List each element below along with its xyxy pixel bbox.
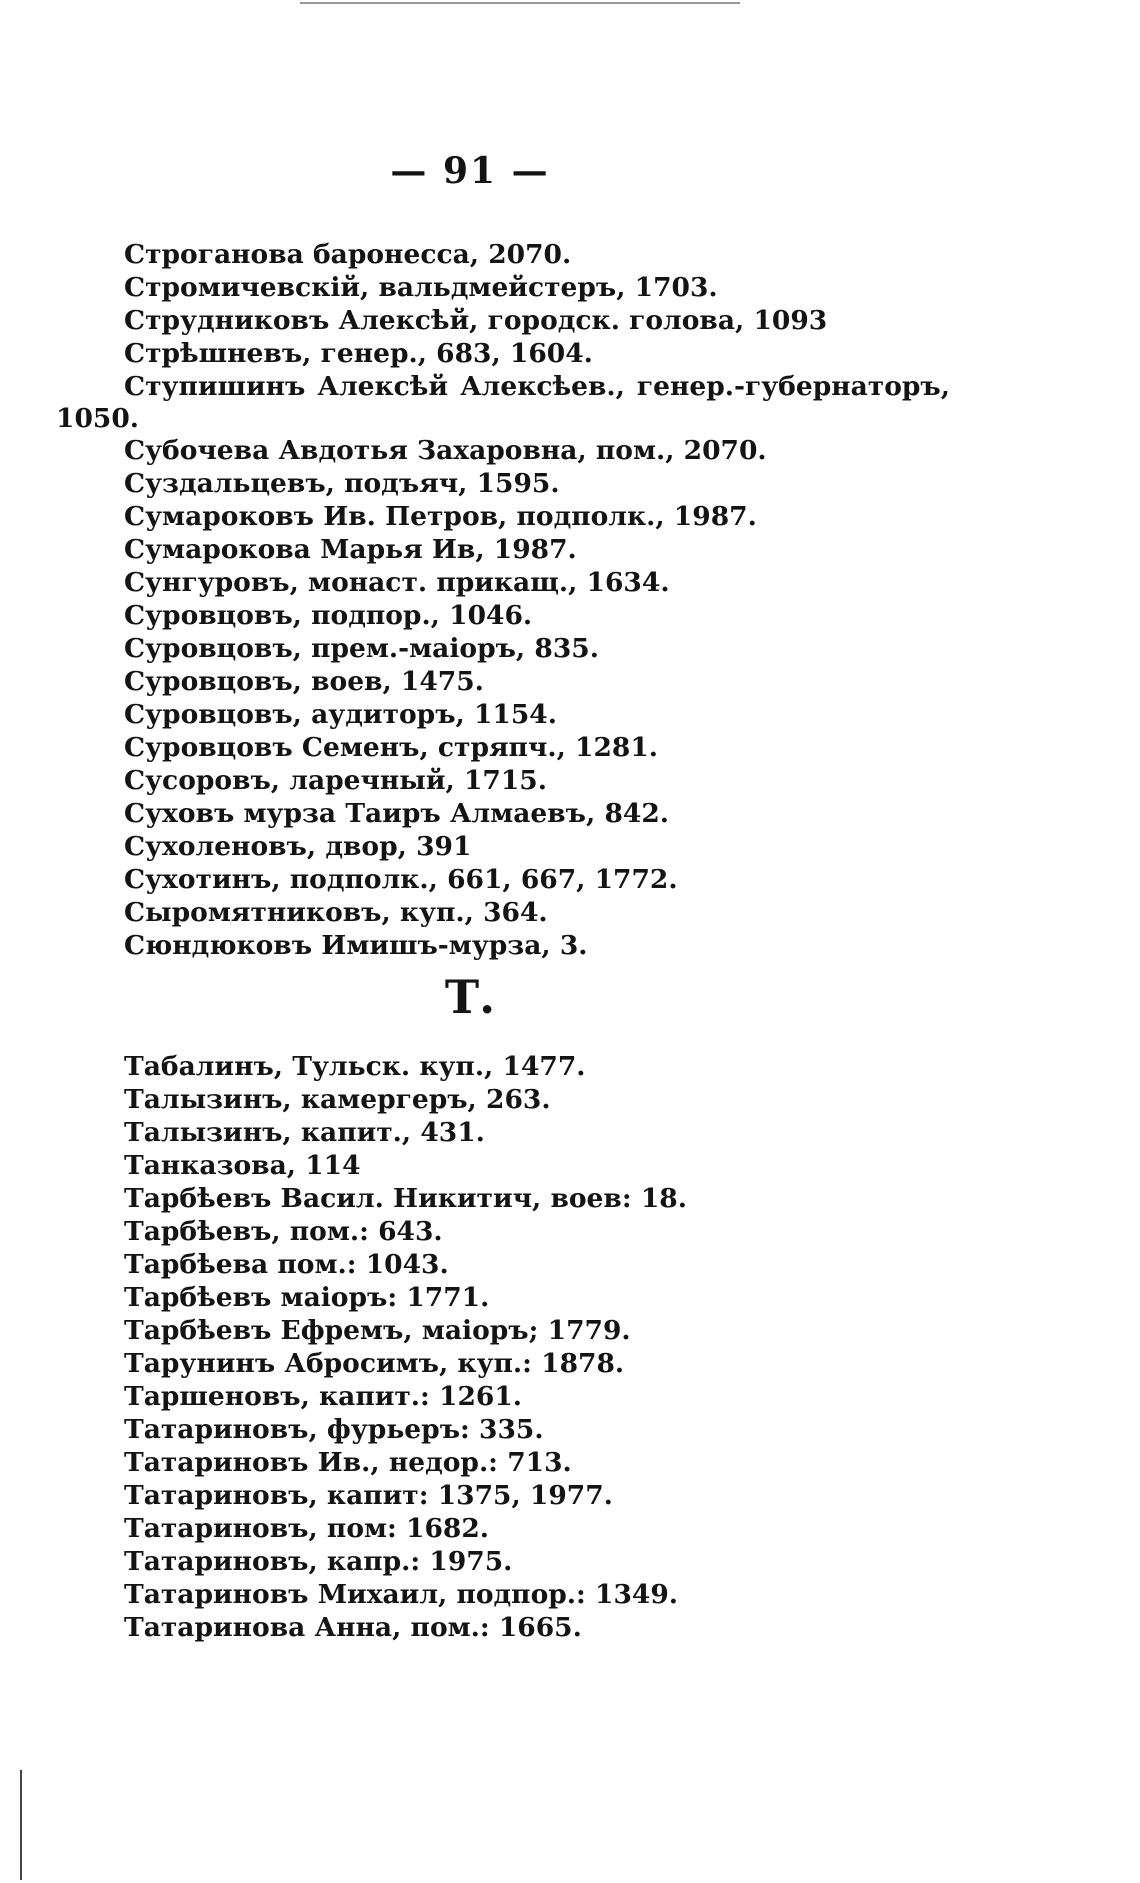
- index-entry: Тарбѣевъ Васил. Никитич, воев: 18.: [124, 1183, 687, 1214]
- index-entry: Субочева Авдотья Захаровна, пом., 2070.: [124, 435, 767, 466]
- index-entry: Таршеновъ, капит.: 1261.: [124, 1381, 523, 1412]
- top-rule: [300, 2, 740, 4]
- page-edge-mark: [20, 1770, 22, 1880]
- index-entry: Суздальцевъ, подъяч, 1595.: [124, 468, 560, 499]
- index-entry: Татариновъ, капр.: 1975.: [124, 1546, 513, 1577]
- index-entry: Сюндюковъ Имишъ-мурза, 3.: [124, 930, 588, 961]
- index-entry: Суховъ мурза Таиръ Алмаевъ, 842.: [124, 798, 669, 829]
- page-number: — 91 —: [390, 150, 550, 192]
- index-entry: Татариновъ Михаил, подпор.: 1349.: [124, 1579, 679, 1610]
- letter-heading: Т.: [444, 970, 496, 1024]
- index-entry: Талызинъ, камергеръ, 263.: [124, 1084, 551, 1115]
- index-entry: Суровцовъ, воев, 1475.: [124, 666, 484, 697]
- index-entry: Татариновъ Ив., недор.: 713.: [124, 1447, 572, 1478]
- index-section-t: [0, 1050, 1140, 1644]
- index-entry: Татаринова Анна, пом.: 1665.: [124, 1612, 582, 1643]
- index-entry: Суровцовъ, подпор., 1046.: [124, 600, 533, 631]
- index-entry: Тарбѣева пом.: 1043.: [124, 1249, 449, 1280]
- index-entry: Танказова, 114: [124, 1150, 361, 1181]
- index-entry: Суровцовъ Семенъ, стряпч., 1281.: [124, 732, 659, 763]
- index-entry: Тарбѣевъ Ефремъ, маіоръ; 1779.: [124, 1315, 631, 1346]
- index-entry: Ступишинъ Алексѣй Алексѣев., генер.-губернаторъ,: [124, 371, 950, 402]
- index-entry: Стрѣшневъ, генер., 683, 1604.: [124, 338, 593, 369]
- index-entry: Сунгуровъ, монаст. прикащ., 1634.: [124, 567, 670, 598]
- index-entry: Сумароковъ Ив. Петров, подполк., 1987.: [124, 501, 757, 532]
- index-entry: Сумарокова Марья Ив, 1987.: [124, 534, 577, 565]
- index-entry: Сыромятниковъ, куп., 364.: [124, 897, 548, 928]
- index-entry: Табалинъ, Тульск. куп., 1477.: [124, 1051, 586, 1082]
- index-entry: Тарунинъ Абросимъ, куп.: 1878.: [124, 1348, 625, 1379]
- index-entry: Тарбѣевъ маіоръ: 1771.: [124, 1282, 490, 1313]
- index-entry: Талызинъ, капит., 431.: [124, 1117, 485, 1148]
- index-entry: Строганова баронесса, 2070.: [124, 239, 572, 270]
- index-entry: Татариновъ, пом: 1682.: [124, 1513, 490, 1544]
- index-entry: Суровцовъ, прем.-маіоръ, 835.: [124, 633, 599, 664]
- index-entry: Сухоленовъ, двор, 391: [124, 831, 472, 862]
- index-entry: Тарбѣевъ, пом.: 643.: [124, 1216, 443, 1247]
- index-entry: Суровцовъ, аудиторъ, 1154.: [124, 699, 557, 730]
- index-entry: Струдниковъ Алексѣй, городск. голова, 1093: [124, 305, 828, 336]
- index-entry-continuation: 1050.: [56, 403, 139, 434]
- index-entry: Сусоровъ, ларечный, 1715.: [124, 765, 547, 796]
- index-entry: Татариновъ, капит: 1375, 1977.: [124, 1480, 613, 1511]
- index-entry: Стромичевскій, вальдмейстеръ, 1703.: [124, 272, 718, 303]
- index-entry: Татариновъ, фурьеръ: 335.: [124, 1414, 544, 1445]
- index-entry: Сухотинъ, подполк., 661, 667, 1772.: [124, 864, 678, 895]
- index-section-s: [0, 238, 1140, 962]
